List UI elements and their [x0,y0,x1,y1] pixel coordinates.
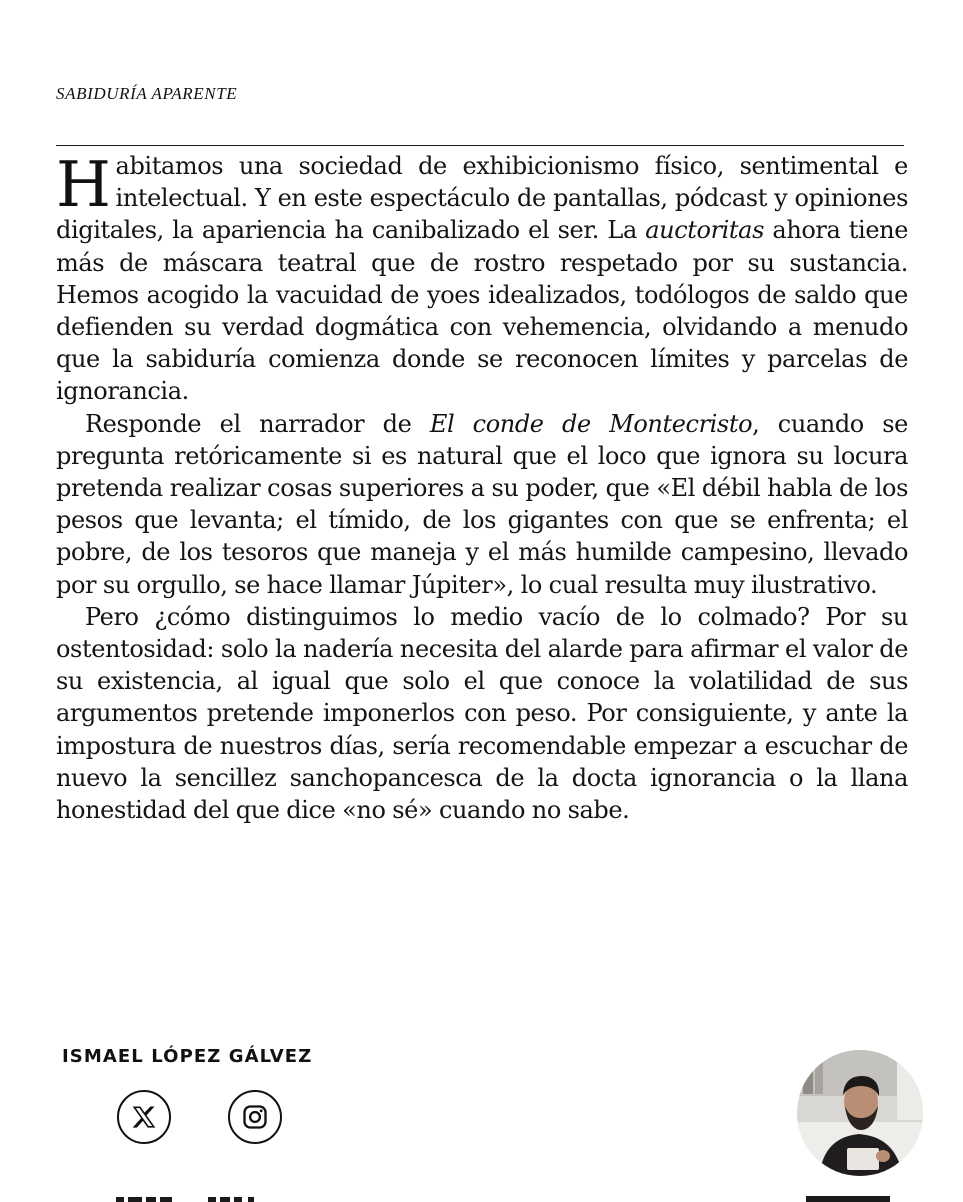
paragraph-1-text: abitamos una sociedad de exhibicionismo físico, sentimental e intelectual. Y en este espectáculo de pantallas, pódcast y opiniones digitales, la apariencia ha canibalizado el ser. La [56,152,908,245]
paragraph-2-text: Responde el narrador de [85,409,430,438]
paragraph-3: Pero ¿cómo distinguimos lo medio vacío de lo colmado? Por su ostentosidad: solo la nadería necesita del alarde para afirmar el valor de su existencia, al igual que solo el que conoce la volatilidad de sus argumentos pretende imponerlos con peso. Por consiguiente, y ante la impostura de nuestros días, sería recomendable empezar a escuchar de nuevo la sencillez sanchopancesca de la docta ignorancia o la llana honestidad del que dice «no sé» cuando no sabe. [56,602,908,825]
drop-cap: H [56,148,111,221]
paragraph-2 [56,408,908,601]
paragraph-2-text-end: , cuando se pregunta retóricamente si es natural que el loco que ignora su locura pretenda realizar cosas superiores a su poder, que «El débil habla de los pesos que levanta; el tímido, de los gigantes con que se enfrenta; el pobre, de los tesoros que maneja y el más humilde campesino, llevado por su orgullo, se hace llamar Júpiter», lo cual resulta muy ilustrativo. [56,409,908,599]
x-logo-icon [131,1104,157,1130]
article-body [56,150,908,826]
paragraph-1 [56,150,908,408]
paragraph-1-italic: auctoritas [645,216,764,245]
section-label: SABIDURÍA APARENTE [56,84,238,103]
author-name: ISMAEL LÓPEZ GÁLVEZ [62,1046,313,1067]
cropped-footer-bar [806,1196,890,1202]
author-avatar [797,1050,923,1176]
instagram-link[interactable] [228,1090,282,1144]
x-link[interactable] [117,1090,171,1144]
cropped-footer-text [116,1190,306,1202]
paragraph-1-text-end: ahora tiene más de máscara teatral que de rostro respetado por su sustancia. Hemos acogido la vacuidad de yoes idealizados, todólogos de saldo que defienden su verdad dogmática con vehemencia, olvidando a menudo que la sabiduría comienza donde se reconocen límites y parcelas de ignorancia. [56,216,908,406]
instagram-icon [241,1103,269,1131]
book-title: El conde de Montecristo [429,409,753,438]
header-divider [56,145,904,146]
